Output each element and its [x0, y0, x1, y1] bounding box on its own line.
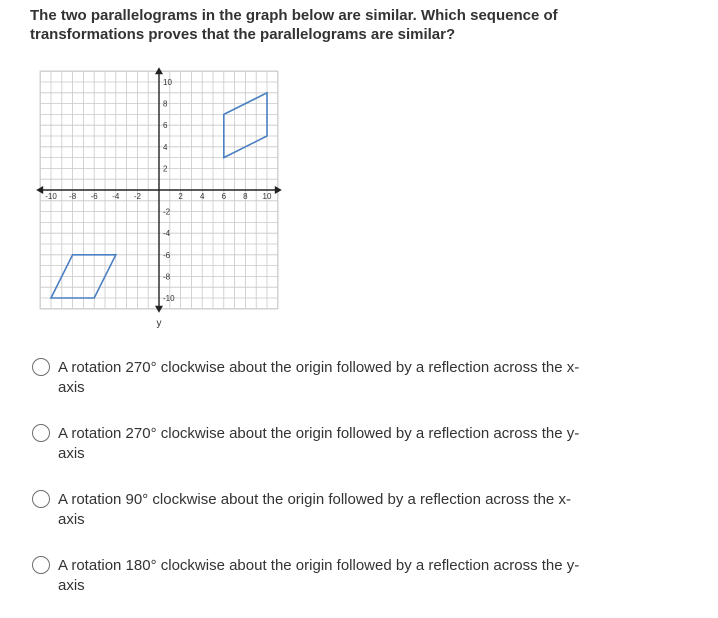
- y-tick-label: -8: [163, 272, 171, 282]
- option-1-label: [58, 358, 638, 398]
- y-tick-label: 8: [163, 99, 168, 109]
- x-tick-label: 2: [178, 192, 183, 201]
- option-4-line-1: A rotation 180° clockwise about the origin followed by a reflection across the y-: [58, 557, 580, 574]
- coordinate-graph: [30, 62, 290, 332]
- option-2-radio[interactable]: [32, 424, 50, 442]
- y-tick-label: 10: [163, 78, 172, 87]
- option-4-label: [58, 556, 638, 596]
- option-4-radio[interactable]: [32, 556, 50, 574]
- y-tick-label: -6: [163, 250, 171, 260]
- option-1-line-1: A rotation 270° clockwise about the origin followed by a reflection across the x-: [58, 359, 580, 376]
- x-tick-label: 6: [221, 192, 227, 201]
- option-4-line-2: axis: [58, 577, 85, 594]
- option-3-radio[interactable]: [32, 490, 50, 508]
- option-1-line-2: axis: [58, 379, 85, 396]
- x-tick-label: -10: [45, 192, 57, 201]
- question-text: [30, 6, 650, 44]
- question-line-1: The two parallelograms in the graph below are similar. Which sequence of: [30, 7, 558, 24]
- question-line-2: transformations proves that the parallelograms are similar?: [30, 26, 456, 43]
- x-tick-label: -6: [90, 192, 98, 201]
- x-tick-label: -8: [69, 192, 77, 201]
- option-3-line-2: axis: [58, 511, 85, 528]
- y-axis-label: y: [156, 318, 162, 329]
- option-1-radio[interactable]: [32, 358, 50, 376]
- y-tick-label: 2: [163, 164, 168, 174]
- y-tick-label: -10: [163, 294, 175, 303]
- x-tick-label: -4: [112, 192, 120, 201]
- option-2-line-2: axis: [58, 445, 85, 462]
- x-tick-label: 8: [243, 192, 248, 201]
- option-3-label: [58, 490, 638, 530]
- y-tick-label: -2: [163, 207, 171, 217]
- x-tick-label: 10: [262, 192, 272, 201]
- option-2-label: [58, 424, 638, 464]
- y-tick-label: 4: [163, 142, 168, 152]
- y-tick-label: -4: [163, 229, 171, 239]
- option-3-line-1: A rotation 90° clockwise about the origin followed by a reflection across the x-: [58, 491, 571, 508]
- x-tick-label: -2: [133, 192, 141, 201]
- option-2-line-1: A rotation 270° clockwise about the origin followed by a reflection across the y-: [58, 425, 580, 442]
- y-tick-label: 6: [163, 121, 168, 131]
- y-axis-arrow-up: [155, 67, 163, 74]
- x-tick-label: 4: [199, 192, 205, 201]
